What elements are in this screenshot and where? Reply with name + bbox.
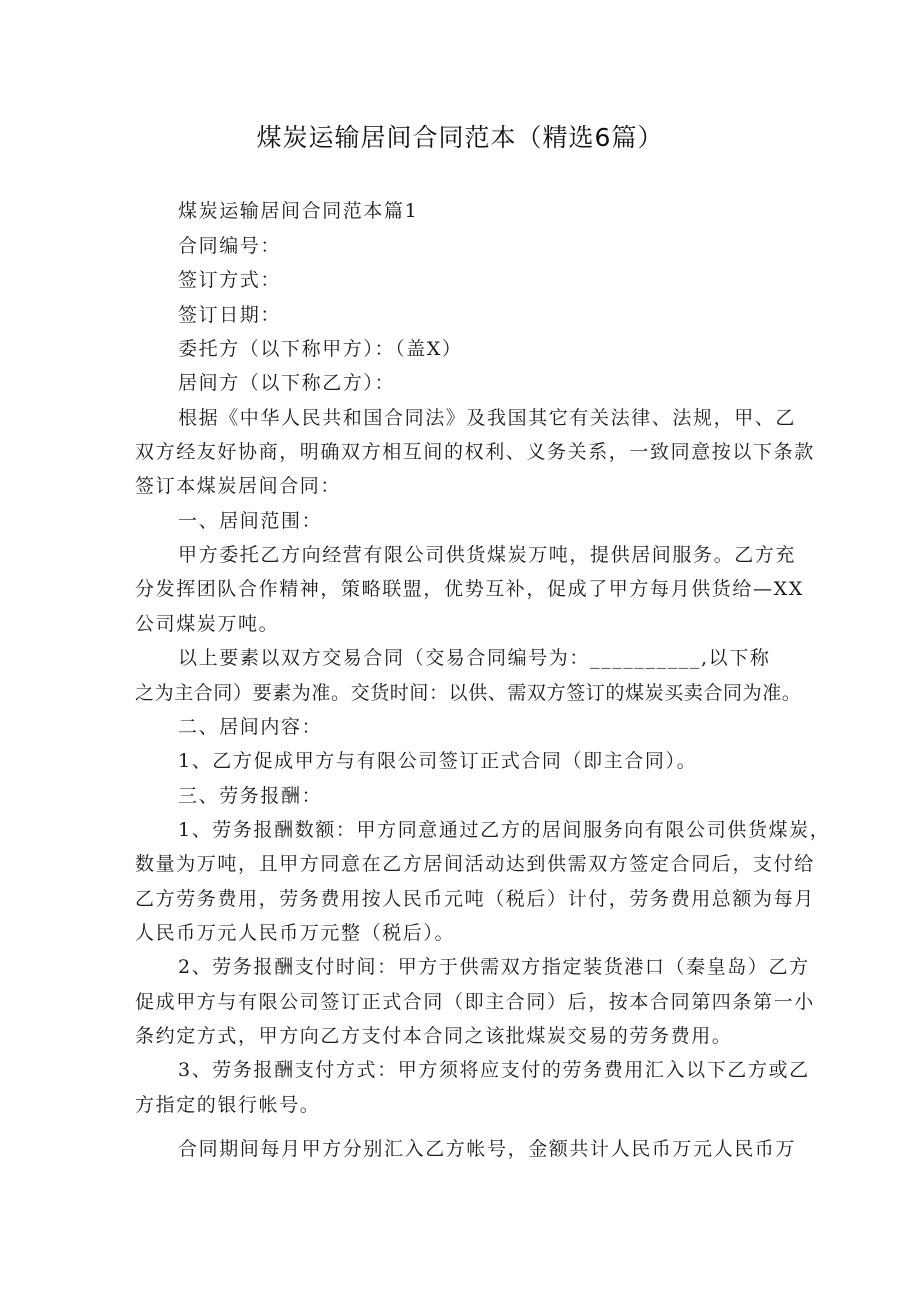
paragraph-line: 根据《中华人民共和国合同法》及我国其它有关法律、法规，甲、乙 — [178, 407, 797, 429]
paragraph-line: 1、劳务报酬数额：甲方同意通过乙方的居间服务向有限公司供货煤炭， — [178, 819, 831, 841]
paragraph-line: 合同期间每月甲方分别汇入乙方帐号，金额共计人民币万元人民币万 — [178, 1138, 797, 1160]
clause-heading: 二、居间内容： — [178, 716, 323, 738]
paragraph-line: 人民币万元人民币万元整（税后）。 — [135, 922, 456, 944]
paragraph-line: 1、乙方促成甲方与有限公司签订正式合同（即主合同）。 — [178, 750, 698, 772]
signing-method-field: 签订方式： — [178, 269, 282, 291]
document-title: 煤炭运输居间合同范本（精选6篇） — [256, 123, 664, 152]
paragraph-line: 之为主合同）要素为准。交货时间：以供、需双方签订的煤炭买卖合同为准。 — [135, 682, 802, 704]
party-a-field: 委托方（以下称甲方）：（盖X） — [178, 338, 463, 360]
paragraph-line: 3、劳务报酬支付方式：甲方须将应支付的劳务费用汇入以下乙方或乙 — [178, 1059, 810, 1081]
signing-date-field: 签订日期： — [178, 304, 282, 326]
paragraph-line: 双方经友好协商，明确双方相互间的权利、义务关系，一致同意按以下条款 — [135, 441, 815, 463]
paragraph-line: 数量为万吨，且甲方同意在乙方居间活动达到供需双方签定合同后，支付给 — [135, 853, 815, 875]
section-heading: 煤炭运输居间合同范本篇1 — [178, 200, 419, 222]
contract-number-field: 合同编号： — [178, 235, 282, 257]
clause-heading: 一、居间范围： — [178, 510, 323, 532]
paragraph-line: 以上要素以双方交易合同（交易合同编号为：__________,以下称 — [178, 647, 771, 669]
paragraph-line: 方指定的银行帐号。 — [135, 1094, 321, 1116]
paragraph-line: 公司煤炭万吨。 — [135, 613, 280, 635]
paragraph-line: 条约定方式，甲方向乙方支付本合同之该批煤炭交易的劳务费用。 — [135, 1025, 733, 1047]
paragraph-line: 促成甲方与有限公司签订正式合同（即主合同）后，按本合同第四条第一小 — [135, 991, 815, 1013]
paragraph-line: 签订本煤炭居间合同： — [135, 475, 342, 497]
paragraph-line: 甲方委托乙方向经营有限公司供货煤炭万吨，提供居间服务。乙方充 — [178, 544, 797, 566]
paragraph-line: 乙方劳务费用，劳务费用按人民币元吨（税后）计付，劳务费用总额为每月 — [135, 888, 815, 910]
clause-heading: 三、劳务报酬： — [178, 785, 323, 807]
party-b-field: 居间方（以下称乙方）： — [178, 372, 396, 394]
paragraph-line: 分发挥团队合作精神，策略联盟，优势互补，促成了甲方每月供货给—XX — [135, 578, 804, 600]
paragraph-line: 2、劳务报酬支付时间：甲方于供需双方指定装货港口（秦皇岛）乙方 — [178, 956, 810, 978]
